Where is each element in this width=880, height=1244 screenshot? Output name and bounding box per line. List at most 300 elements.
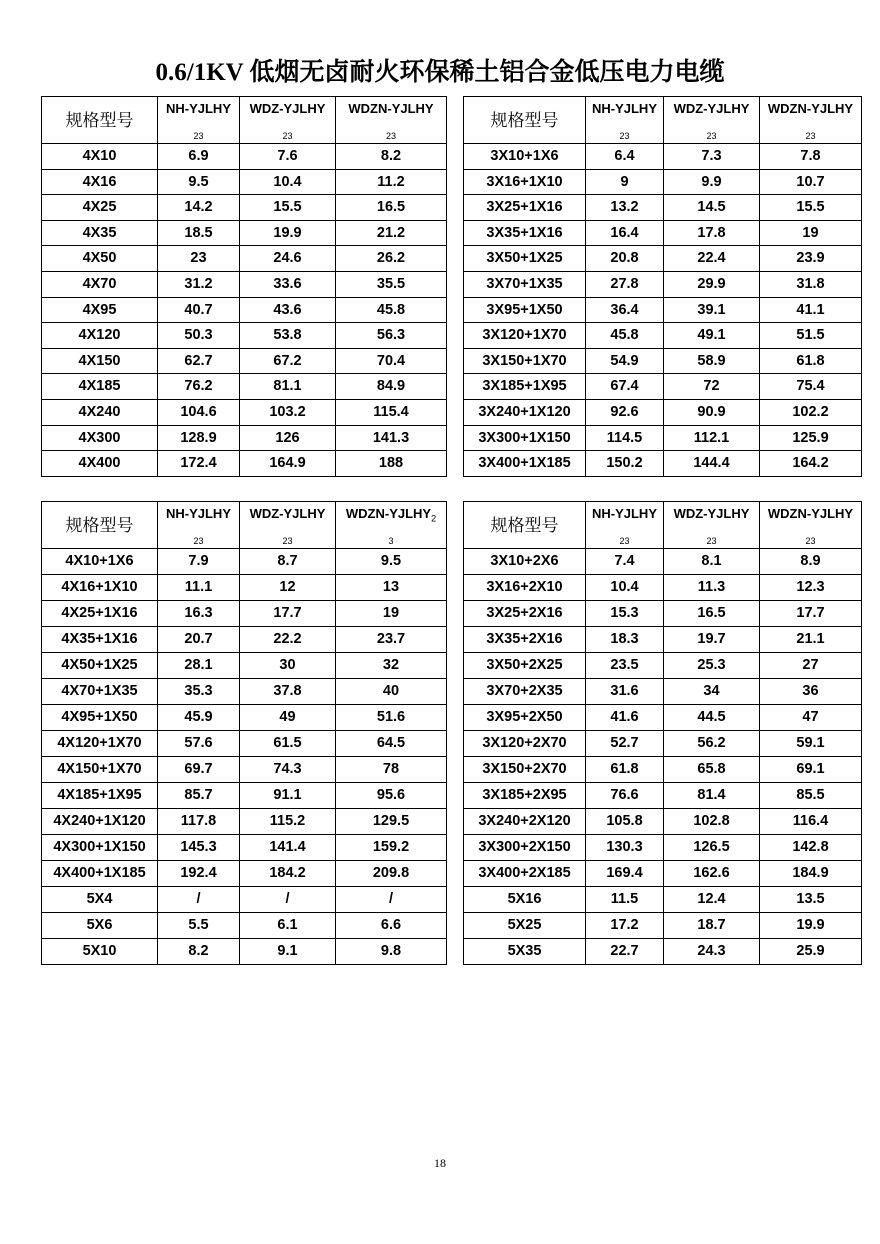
model-subscript: 3	[388, 536, 394, 546]
value-cell: 115.2	[240, 809, 336, 835]
table-row	[42, 297, 447, 323]
model-label	[336, 507, 446, 524]
value-cell: 47	[760, 705, 862, 731]
spec-cell: 4X120	[42, 323, 158, 349]
table-row	[42, 549, 447, 575]
spec-cell: 3X25+2X16	[464, 601, 586, 627]
value-cell: 19	[336, 601, 447, 627]
value-cell: 91.1	[240, 783, 336, 809]
value-cell: 28.1	[158, 653, 240, 679]
spec-cell: 4X240+1X120	[42, 809, 158, 835]
model-subscript: 23	[282, 536, 293, 546]
value-cell: 162.6	[664, 861, 760, 887]
spec-cell: 3X70+1X35	[464, 271, 586, 297]
spec-cell: 4X240	[42, 399, 158, 425]
value-cell: 114.5	[586, 425, 664, 451]
value-cell: 8.9	[760, 549, 862, 575]
table-row	[464, 861, 862, 887]
value-cell: 18.7	[664, 913, 760, 939]
spec-column-header: 规格型号	[42, 97, 158, 144]
value-cell: 184.2	[240, 861, 336, 887]
value-cell: 67.4	[586, 374, 664, 400]
value-cell: 69.7	[158, 757, 240, 783]
value-cell: 128.9	[158, 425, 240, 451]
table-row	[464, 575, 862, 601]
spec-cell: 3X240+2X120	[464, 809, 586, 835]
spec-cell: 4X70+1X35	[42, 679, 158, 705]
spec-cell: 3X16+2X10	[464, 575, 586, 601]
model-column-header	[336, 502, 447, 549]
spec-cell: 3X300+1X150	[464, 425, 586, 451]
value-cell: 26.2	[336, 246, 447, 272]
value-cell: 126	[240, 425, 336, 451]
table-row	[42, 861, 447, 887]
table-row	[42, 627, 447, 653]
value-cell: 102.2	[760, 399, 862, 425]
table-row	[42, 451, 447, 477]
model-subscript: 23	[282, 131, 293, 141]
spec-cell: 3X50+1X25	[464, 246, 586, 272]
value-cell: 9.9	[664, 169, 760, 195]
value-cell: 141.3	[336, 425, 447, 451]
spec-cell: 4X50+1X25	[42, 653, 158, 679]
value-cell: 84.9	[336, 374, 447, 400]
value-cell: 6.6	[336, 913, 447, 939]
value-cell: 19.7	[664, 627, 760, 653]
spec-cell: 4X95	[42, 297, 158, 323]
value-cell: 9.8	[336, 939, 447, 965]
value-cell: 24.3	[664, 939, 760, 965]
model-label	[336, 102, 446, 115]
value-cell: 164.2	[760, 451, 862, 477]
value-cell: 104.6	[158, 399, 240, 425]
table-row	[42, 271, 447, 297]
spec-cell: 4X300	[42, 425, 158, 451]
value-cell: 37.8	[240, 679, 336, 705]
model-column-header	[158, 502, 240, 549]
spec-cell: 4X95+1X50	[42, 705, 158, 731]
value-cell: 15.5	[240, 195, 336, 221]
value-cell: 8.1	[664, 549, 760, 575]
table-row	[42, 783, 447, 809]
value-cell: 117.8	[158, 809, 240, 835]
table-row	[42, 887, 447, 913]
model-column-header	[664, 502, 760, 549]
table-row	[464, 705, 862, 731]
table-row	[42, 809, 447, 835]
value-cell: 8.2	[158, 939, 240, 965]
value-cell: 192.4	[158, 861, 240, 887]
model-label	[664, 507, 759, 520]
value-cell: 164.9	[240, 451, 336, 477]
table-row	[42, 575, 447, 601]
table-row	[464, 601, 862, 627]
value-cell: 6.1	[240, 913, 336, 939]
table-row	[42, 374, 447, 400]
table-row	[42, 731, 447, 757]
spec-cell: 4X16+1X10	[42, 575, 158, 601]
value-cell: 57.6	[158, 731, 240, 757]
value-cell: 35.3	[158, 679, 240, 705]
table-row	[42, 195, 447, 221]
spec-cell: 4X185+1X95	[42, 783, 158, 809]
value-cell: 65.8	[664, 757, 760, 783]
spec-cell: 4X150	[42, 348, 158, 374]
value-cell: 30	[240, 653, 336, 679]
value-cell: 59.1	[760, 731, 862, 757]
table-row	[464, 679, 862, 705]
table-row	[464, 451, 862, 477]
value-cell: 13	[336, 575, 447, 601]
value-cell: 74.3	[240, 757, 336, 783]
value-cell: 67.2	[240, 348, 336, 374]
spec-cell: 4X400+1X185	[42, 861, 158, 887]
model-name: WDZN-YJLHY	[767, 101, 854, 116]
value-cell: 23.9	[760, 246, 862, 272]
value-cell: 209.8	[336, 861, 447, 887]
table-row	[42, 601, 447, 627]
value-cell: 9	[586, 169, 664, 195]
value-cell: 25.3	[664, 653, 760, 679]
spec-cell: 4X185	[42, 374, 158, 400]
spec-table-3	[41, 501, 447, 965]
model-name: WDZ-YJLHY	[249, 101, 326, 116]
model-subscript: 23	[805, 536, 816, 546]
table-row	[42, 705, 447, 731]
value-cell: 159.2	[336, 835, 447, 861]
value-cell: 16.5	[664, 601, 760, 627]
spec-cell: 3X150+1X70	[464, 348, 586, 374]
value-cell: 105.8	[586, 809, 664, 835]
value-cell: 54.9	[586, 348, 664, 374]
value-cell: 31.8	[760, 271, 862, 297]
value-cell: 145.3	[158, 835, 240, 861]
table-row	[42, 653, 447, 679]
value-cell: 16.3	[158, 601, 240, 627]
spec-cell: 4X50	[42, 246, 158, 272]
model-label	[158, 102, 239, 115]
value-cell: 56.3	[336, 323, 447, 349]
spec-table-1	[41, 96, 447, 477]
value-cell: 45.9	[158, 705, 240, 731]
spec-cell: 4X10	[42, 144, 158, 170]
model-subscript: 23	[706, 536, 717, 546]
value-cell: 7.4	[586, 549, 664, 575]
value-cell: 49	[240, 705, 336, 731]
value-cell: 8.7	[240, 549, 336, 575]
value-cell: 32	[336, 653, 447, 679]
spec-cell: 3X240+1X120	[464, 399, 586, 425]
model-label	[760, 507, 861, 520]
spec-cell: 4X35+1X16	[42, 627, 158, 653]
table-row	[464, 653, 862, 679]
value-cell: 36	[760, 679, 862, 705]
spec-cell: 3X50+2X25	[464, 653, 586, 679]
spec-cell: 3X16+1X10	[464, 169, 586, 195]
model-column-header	[664, 97, 760, 144]
model-name: WDZ-YJLHY	[673, 506, 750, 521]
spec-column-header: 规格型号	[464, 502, 586, 549]
value-cell: 16.4	[586, 220, 664, 246]
model-column-header	[158, 97, 240, 144]
value-cell: 102.8	[664, 809, 760, 835]
spec-cell: 4X10+1X6	[42, 549, 158, 575]
model-label	[586, 102, 663, 115]
value-cell: 49.1	[664, 323, 760, 349]
value-cell: 76.2	[158, 374, 240, 400]
value-cell: 27.8	[586, 271, 664, 297]
model-subscript: 23	[805, 131, 816, 141]
value-cell: 11.5	[586, 887, 664, 913]
value-cell: 172.4	[158, 451, 240, 477]
model-name: NH-YJLHY	[591, 506, 657, 521]
model-name: WDZ-YJLHY	[249, 506, 326, 521]
table-row	[464, 220, 862, 246]
model-label	[664, 102, 759, 115]
table-row	[464, 549, 862, 575]
value-cell: 51.6	[336, 705, 447, 731]
value-cell: 61.8	[760, 348, 862, 374]
table-row	[42, 246, 447, 272]
table-row	[464, 887, 862, 913]
value-cell: 29.9	[664, 271, 760, 297]
value-cell: 23	[158, 246, 240, 272]
value-cell: 20.7	[158, 627, 240, 653]
value-cell: 12.3	[760, 575, 862, 601]
spec-cell: 5X4	[42, 887, 158, 913]
table-row	[42, 835, 447, 861]
value-cell: 11.1	[158, 575, 240, 601]
table-row	[464, 246, 862, 272]
value-cell: 21.1	[760, 627, 862, 653]
spec-cell: 4X25	[42, 195, 158, 221]
spec-table-4	[463, 501, 862, 965]
table-row	[464, 323, 862, 349]
value-cell: 15.3	[586, 601, 664, 627]
model-label	[240, 102, 335, 115]
model-subscript: 23	[193, 536, 204, 546]
spec-cell: 4X35	[42, 220, 158, 246]
model-name: NH-YJLHY	[165, 506, 231, 521]
value-cell: 44.5	[664, 705, 760, 731]
spec-cell: 3X400+1X185	[464, 451, 586, 477]
value-cell: 20.8	[586, 246, 664, 272]
value-cell: 23.5	[586, 653, 664, 679]
value-cell: 18.3	[586, 627, 664, 653]
value-cell: 40	[336, 679, 447, 705]
value-cell: 33.6	[240, 271, 336, 297]
value-cell: 12	[240, 575, 336, 601]
spec-cell: 3X35+1X16	[464, 220, 586, 246]
spec-column-header: 规格型号	[464, 97, 586, 144]
value-cell: 11.2	[336, 169, 447, 195]
model-name: WDZN-YJLHY	[767, 506, 854, 521]
table-row	[42, 425, 447, 451]
model-name: WDZN-YJLHY	[345, 506, 432, 521]
value-cell: 7.9	[158, 549, 240, 575]
value-cell: 92.6	[586, 399, 664, 425]
spec-column-header: 规格型号	[42, 502, 158, 549]
value-cell: 129.5	[336, 809, 447, 835]
table-row	[464, 627, 862, 653]
header-row	[42, 502, 447, 549]
value-cell: 41.1	[760, 297, 862, 323]
value-cell: /	[158, 887, 240, 913]
model-column-header	[586, 97, 664, 144]
value-cell: /	[240, 887, 336, 913]
spec-cell: 4X70	[42, 271, 158, 297]
spec-cell: 3X70+2X35	[464, 679, 586, 705]
spec-cell: 4X25+1X16	[42, 601, 158, 627]
value-cell: 95.6	[336, 783, 447, 809]
value-cell: 112.1	[664, 425, 760, 451]
spec-cell: 4X400	[42, 451, 158, 477]
value-cell: 19	[760, 220, 862, 246]
value-cell: 76.6	[586, 783, 664, 809]
value-cell: 81.1	[240, 374, 336, 400]
table-row	[464, 374, 862, 400]
model-subscript: 23	[385, 131, 396, 141]
model-label	[760, 102, 861, 115]
value-cell: 12.4	[664, 887, 760, 913]
value-cell: 35.5	[336, 271, 447, 297]
value-cell: 17.7	[760, 601, 862, 627]
spec-cell: 3X400+2X185	[464, 861, 586, 887]
spec-cell: 3X95+2X50	[464, 705, 586, 731]
spec-cell: 5X25	[464, 913, 586, 939]
model-label	[586, 507, 663, 520]
model-subscript: 23	[706, 131, 717, 141]
spec-cell: 5X10	[42, 939, 158, 965]
value-cell: 19.9	[760, 913, 862, 939]
value-cell: 58.9	[664, 348, 760, 374]
value-cell: 7.6	[240, 144, 336, 170]
value-cell: 61.5	[240, 731, 336, 757]
value-cell: 70.4	[336, 348, 447, 374]
model-subscript: 23	[193, 131, 204, 141]
page-title: 0.6/1KV 低烟无卤耐火环保稀土铝合金低压电力电缆	[155, 59, 725, 86]
value-cell: 36.4	[586, 297, 664, 323]
model-subscript: 23	[619, 536, 630, 546]
model-name: NH-YJLHY	[591, 101, 657, 116]
model-name: WDZ-YJLHY	[673, 101, 750, 116]
model-label	[158, 507, 239, 520]
table-row	[464, 271, 862, 297]
spec-cell: 4X120+1X70	[42, 731, 158, 757]
value-cell: 41.6	[586, 705, 664, 731]
table-row	[42, 169, 447, 195]
spec-cell: 3X185+1X95	[464, 374, 586, 400]
model-column-header	[240, 502, 336, 549]
value-cell: 17.7	[240, 601, 336, 627]
value-cell: 72	[664, 374, 760, 400]
value-cell: 61.8	[586, 757, 664, 783]
table-row	[464, 835, 862, 861]
value-cell: 22.7	[586, 939, 664, 965]
value-cell: 18.5	[158, 220, 240, 246]
table-row	[464, 783, 862, 809]
value-cell: 9.5	[158, 169, 240, 195]
value-cell: 14.2	[158, 195, 240, 221]
value-cell: 116.4	[760, 809, 862, 835]
table-row	[42, 679, 447, 705]
spec-cell: 3X95+1X50	[464, 297, 586, 323]
table-row	[42, 220, 447, 246]
value-cell: 9.5	[336, 549, 447, 575]
value-cell: 45.8	[586, 323, 664, 349]
value-cell: 150.2	[586, 451, 664, 477]
value-cell: 17.2	[586, 913, 664, 939]
model-label	[240, 507, 335, 520]
value-cell: 22.2	[240, 627, 336, 653]
spec-cell: 3X120+2X70	[464, 731, 586, 757]
spec-cell: 3X35+2X16	[464, 627, 586, 653]
value-cell: 78	[336, 757, 447, 783]
value-cell: 184.9	[760, 861, 862, 887]
value-cell: 17.8	[664, 220, 760, 246]
value-cell: 27	[760, 653, 862, 679]
model-subscript: 23	[619, 131, 630, 141]
value-cell: 19.9	[240, 220, 336, 246]
value-cell: 14.5	[664, 195, 760, 221]
header-row	[464, 97, 862, 144]
model-column-header	[586, 502, 664, 549]
value-cell: 21.2	[336, 220, 447, 246]
value-cell: 169.4	[586, 861, 664, 887]
value-cell: 69.1	[760, 757, 862, 783]
value-cell: 40.7	[158, 297, 240, 323]
value-cell: 85.7	[158, 783, 240, 809]
table-row	[464, 757, 862, 783]
value-cell: 56.2	[664, 731, 760, 757]
value-cell: 125.9	[760, 425, 862, 451]
model-name: WDZN-YJLHY	[348, 101, 434, 116]
table-row	[464, 399, 862, 425]
value-cell: 45.8	[336, 297, 447, 323]
table-row	[42, 144, 447, 170]
value-cell: 7.8	[760, 144, 862, 170]
value-cell: 15.5	[760, 195, 862, 221]
value-cell: 6.9	[158, 144, 240, 170]
value-cell: 6.4	[586, 144, 664, 170]
value-cell: 31.6	[586, 679, 664, 705]
page-number: 18	[434, 1156, 446, 1170]
value-cell: 11.3	[664, 575, 760, 601]
spec-cell: 3X10+2X6	[464, 549, 586, 575]
header-row	[464, 502, 862, 549]
value-cell: 130.3	[586, 835, 664, 861]
value-cell: 188	[336, 451, 447, 477]
table-row	[42, 399, 447, 425]
value-cell: 13.2	[586, 195, 664, 221]
spec-table-2	[463, 96, 862, 477]
value-cell: 144.4	[664, 451, 760, 477]
value-cell: 22.4	[664, 246, 760, 272]
spec-cell: 3X150+2X70	[464, 757, 586, 783]
value-cell: 81.4	[664, 783, 760, 809]
value-cell: 24.6	[240, 246, 336, 272]
value-cell: 23.7	[336, 627, 447, 653]
value-cell: 64.5	[336, 731, 447, 757]
table-row	[42, 757, 447, 783]
table-row	[42, 348, 447, 374]
spec-cell: 5X16	[464, 887, 586, 913]
spec-cell: 3X25+1X16	[464, 195, 586, 221]
value-cell: 75.4	[760, 374, 862, 400]
table-row	[42, 913, 447, 939]
value-cell: 9.1	[240, 939, 336, 965]
value-cell: 25.9	[760, 939, 862, 965]
